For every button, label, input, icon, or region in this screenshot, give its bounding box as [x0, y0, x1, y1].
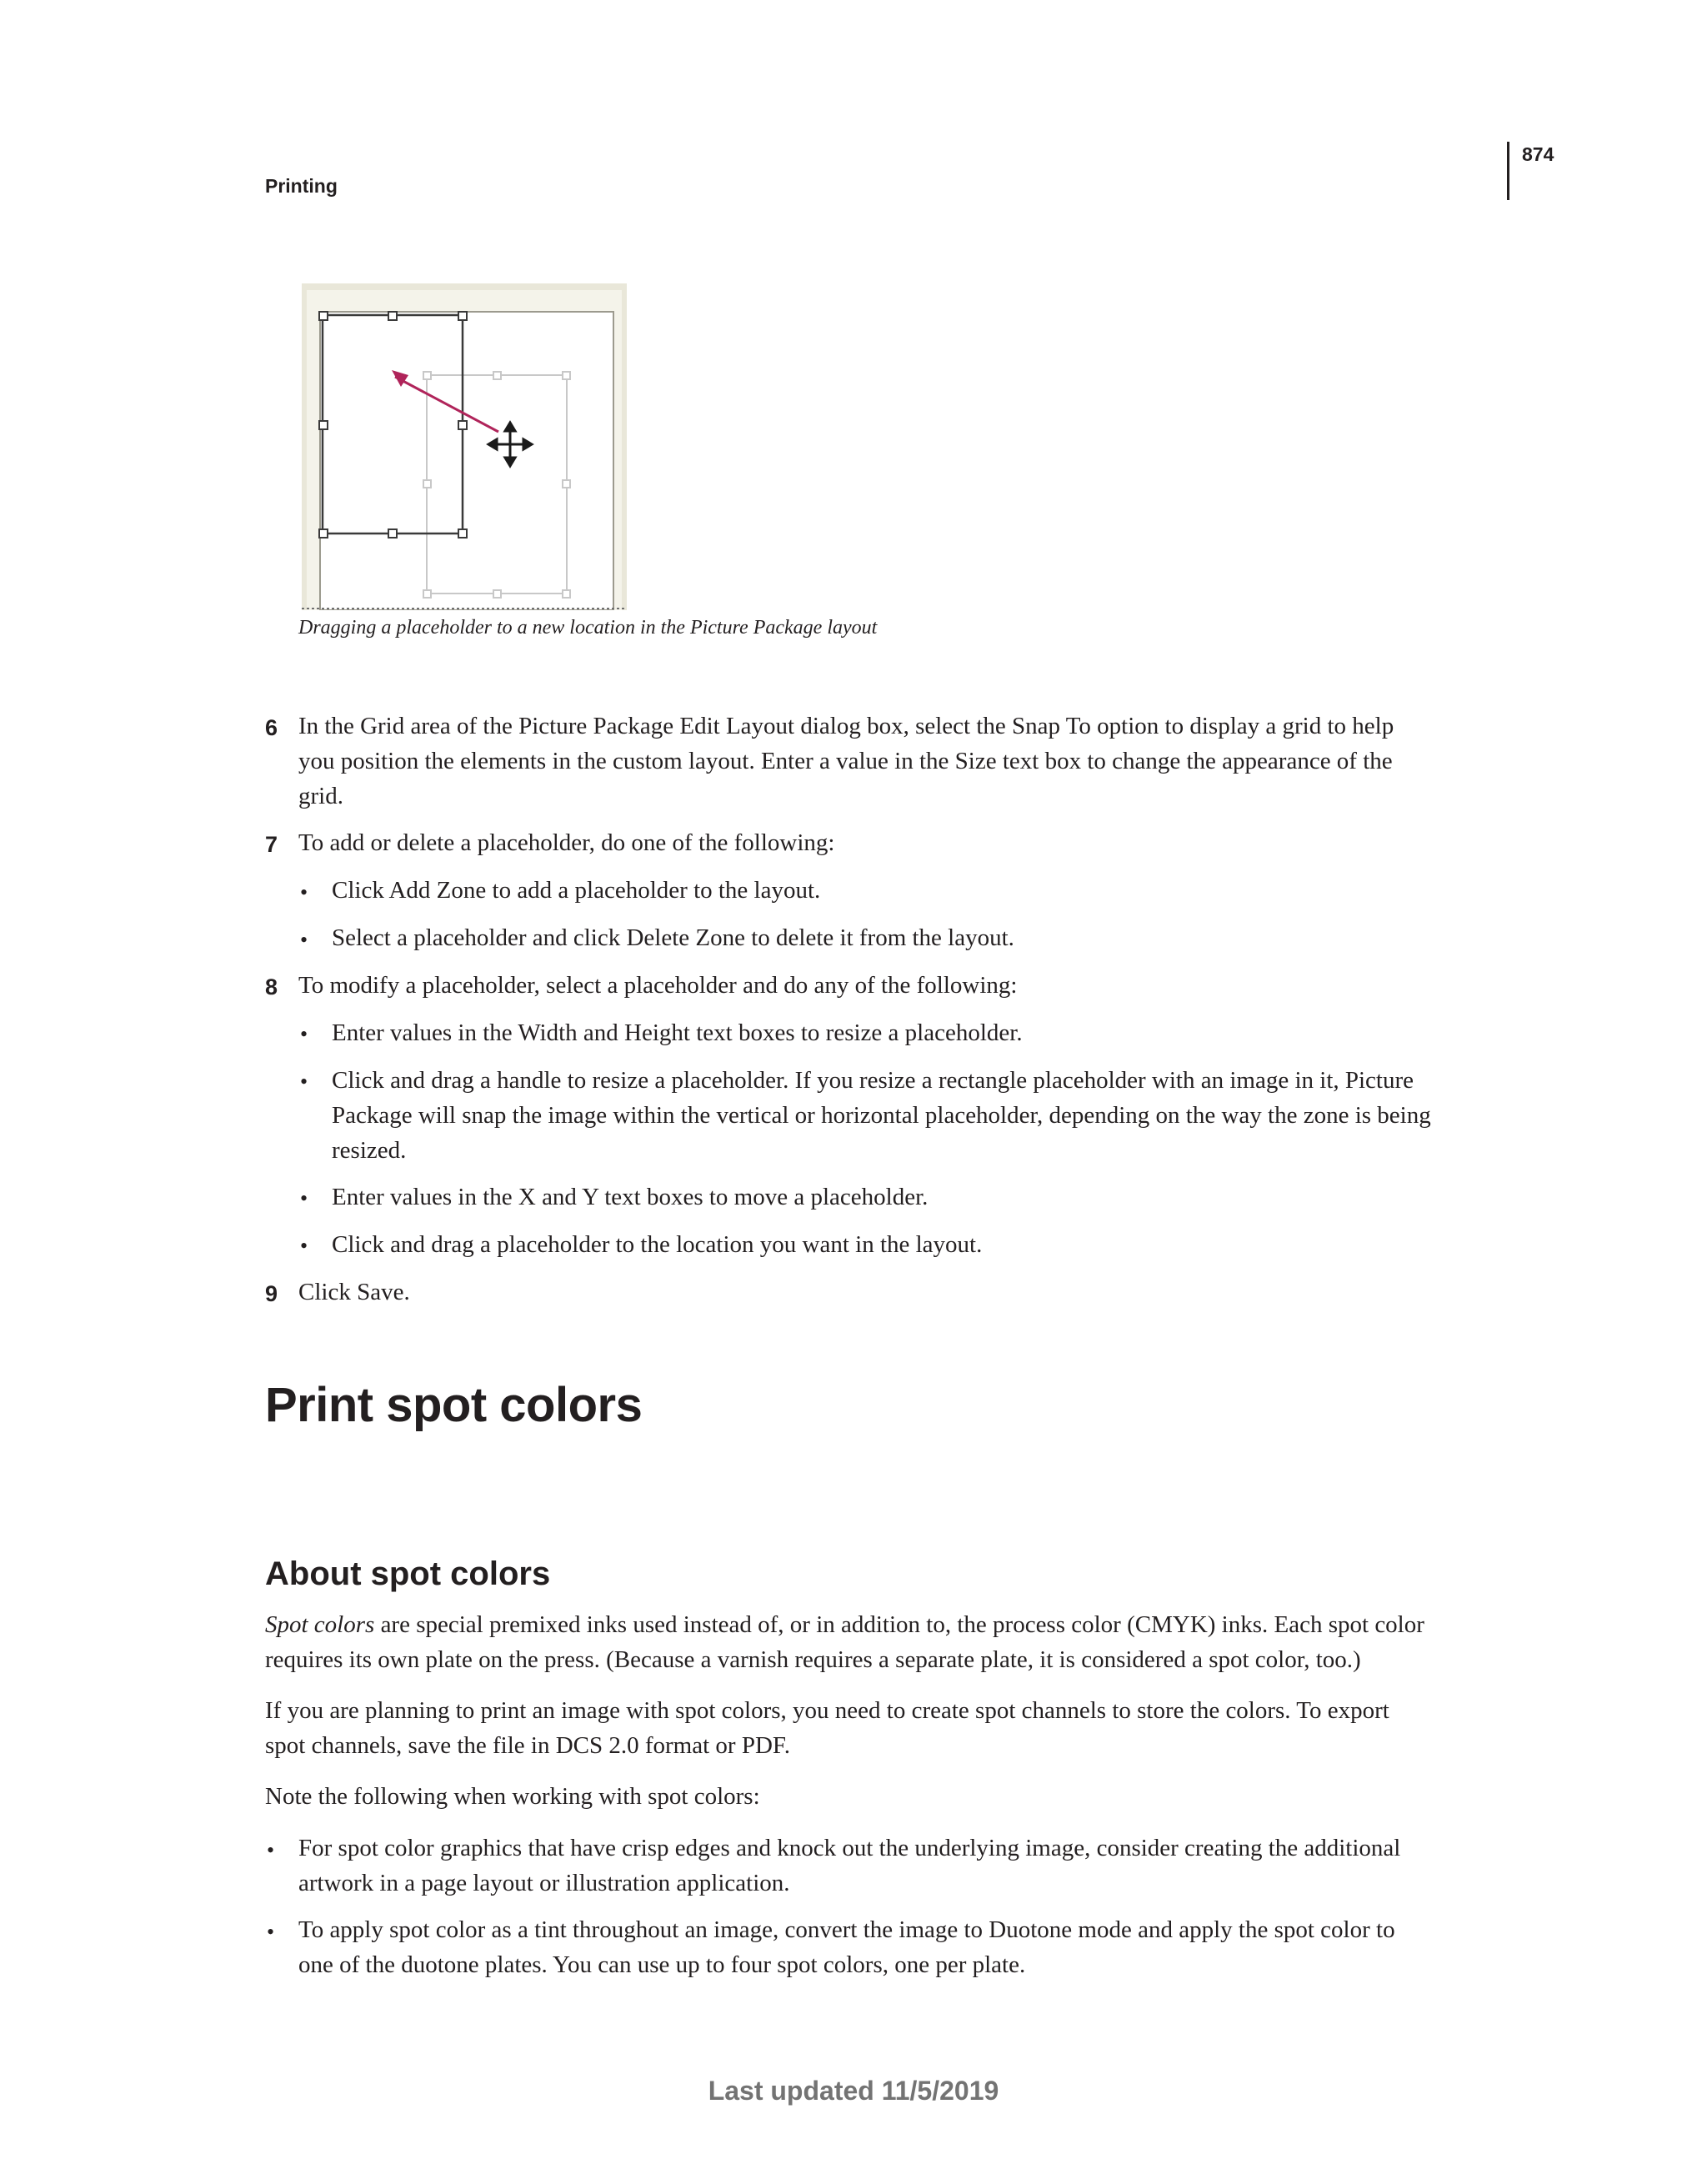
bullet: •: [300, 1069, 308, 1094]
running-head: Printing: [265, 175, 338, 197]
bullet-text: [332, 1063, 1431, 1168]
bullet: •: [300, 928, 308, 952]
text-line: In the Grid area of the Picture Package Edit Layout dialog box, select the Snap To option to display a grid to help: [298, 713, 1394, 739]
text-line: If you are planning to print an image with spot colors, you need to create spot channels to store the colors. To export: [265, 1697, 1389, 1724]
bullet-text: [298, 1831, 1400, 1901]
text-line: Package will snap the image within the vertical or horizontal placeholder, depending on the way the zone is being: [332, 1102, 1431, 1129]
text-line: Click and drag a handle to resize a placeholder. If you resize a rectangle placeholder with an image in it, Picture: [332, 1067, 1414, 1094]
step-text: To modify a placeholder, select a placeholder and do any of the following:: [298, 972, 1018, 999]
bullet-text: Click and drag a placeholder to the location you want in the layout.: [332, 1231, 983, 1258]
step-number: 8: [265, 974, 278, 999]
bullet-text: Enter values in the Width and Height text boxes to resize a placeholder.: [332, 1019, 1023, 1046]
bullet: •: [267, 1920, 275, 1944]
step-text: To add or delete a placeholder, do one of the following:: [298, 829, 835, 856]
text-line: artwork in a page layout or illustration application.: [298, 1870, 790, 1896]
step-text: [298, 709, 1394, 814]
footer-last-updated: Last updated 11/5/2019: [708, 2076, 999, 2106]
step-text: Click Save.: [298, 1279, 410, 1305]
page-number: 874: [1522, 143, 1554, 165]
text-line: requires its own plate on the press. (Because a varnish requires a separate plate, it is considered a spot color, too.): [265, 1646, 1361, 1673]
bullet: •: [300, 880, 308, 904]
bullet: •: [300, 1186, 308, 1210]
bullet-text: [298, 1912, 1395, 1982]
bullet: •: [267, 1838, 275, 1862]
step-number: 7: [265, 832, 278, 857]
text-line: one of the duotone plates. You can use up to four spot colors, one per plate.: [298, 1951, 1026, 1978]
figure-caption: Dragging a placeholder to a new location in the Picture Package layout: [298, 617, 878, 639]
text-line: spot channels, save the file in DCS 2.0 format or PDF.: [265, 1732, 790, 1759]
step-number: 9: [265, 1281, 278, 1306]
bullet: •: [300, 1022, 308, 1046]
bullet-text: Select a placeholder and click Delete Zone to delete it from the layout.: [332, 924, 1014, 951]
paragraph: [265, 1607, 1424, 1677]
layout-preview-illustration: [302, 283, 627, 610]
bullet-text: Enter values in the X and Y text boxes to move a placeholder.: [332, 1184, 929, 1210]
bullet-text: Click Add Zone to add a placeholder to the layout.: [332, 877, 821, 904]
section-heading: Print spot colors: [265, 1378, 643, 1432]
paragraph: [265, 1693, 1389, 1763]
text-line: grid.: [298, 783, 343, 809]
bullet: •: [300, 1234, 308, 1258]
text-span: are special premixed inks used instead of, or in addition to, the process color (CMYK) inks. Each spot color: [374, 1611, 1424, 1638]
picture-package-figure: [302, 283, 627, 610]
emphasis-term: Spot colors: [265, 1611, 375, 1638]
text-line: resized.: [332, 1137, 407, 1164]
paragraph: Note the following when working with spot colors:: [265, 1783, 760, 1810]
text-line: To apply spot color as a tint throughout an image, convert the image to Duotone mode and apply the spot color to: [298, 1916, 1395, 1943]
text-line: For spot color graphics that have crisp edges and knock out the underlying image, consider creating the additional: [298, 1835, 1401, 1861]
page-number-rule: [1507, 142, 1509, 200]
subsection-heading: About spot colors: [265, 1555, 551, 1592]
text-line: [265, 1607, 1424, 1642]
step-number: 6: [265, 715, 278, 740]
text-line: you position the elements in the custom layout. Enter a value in the Size text box to change the appearance of the: [298, 748, 1393, 774]
